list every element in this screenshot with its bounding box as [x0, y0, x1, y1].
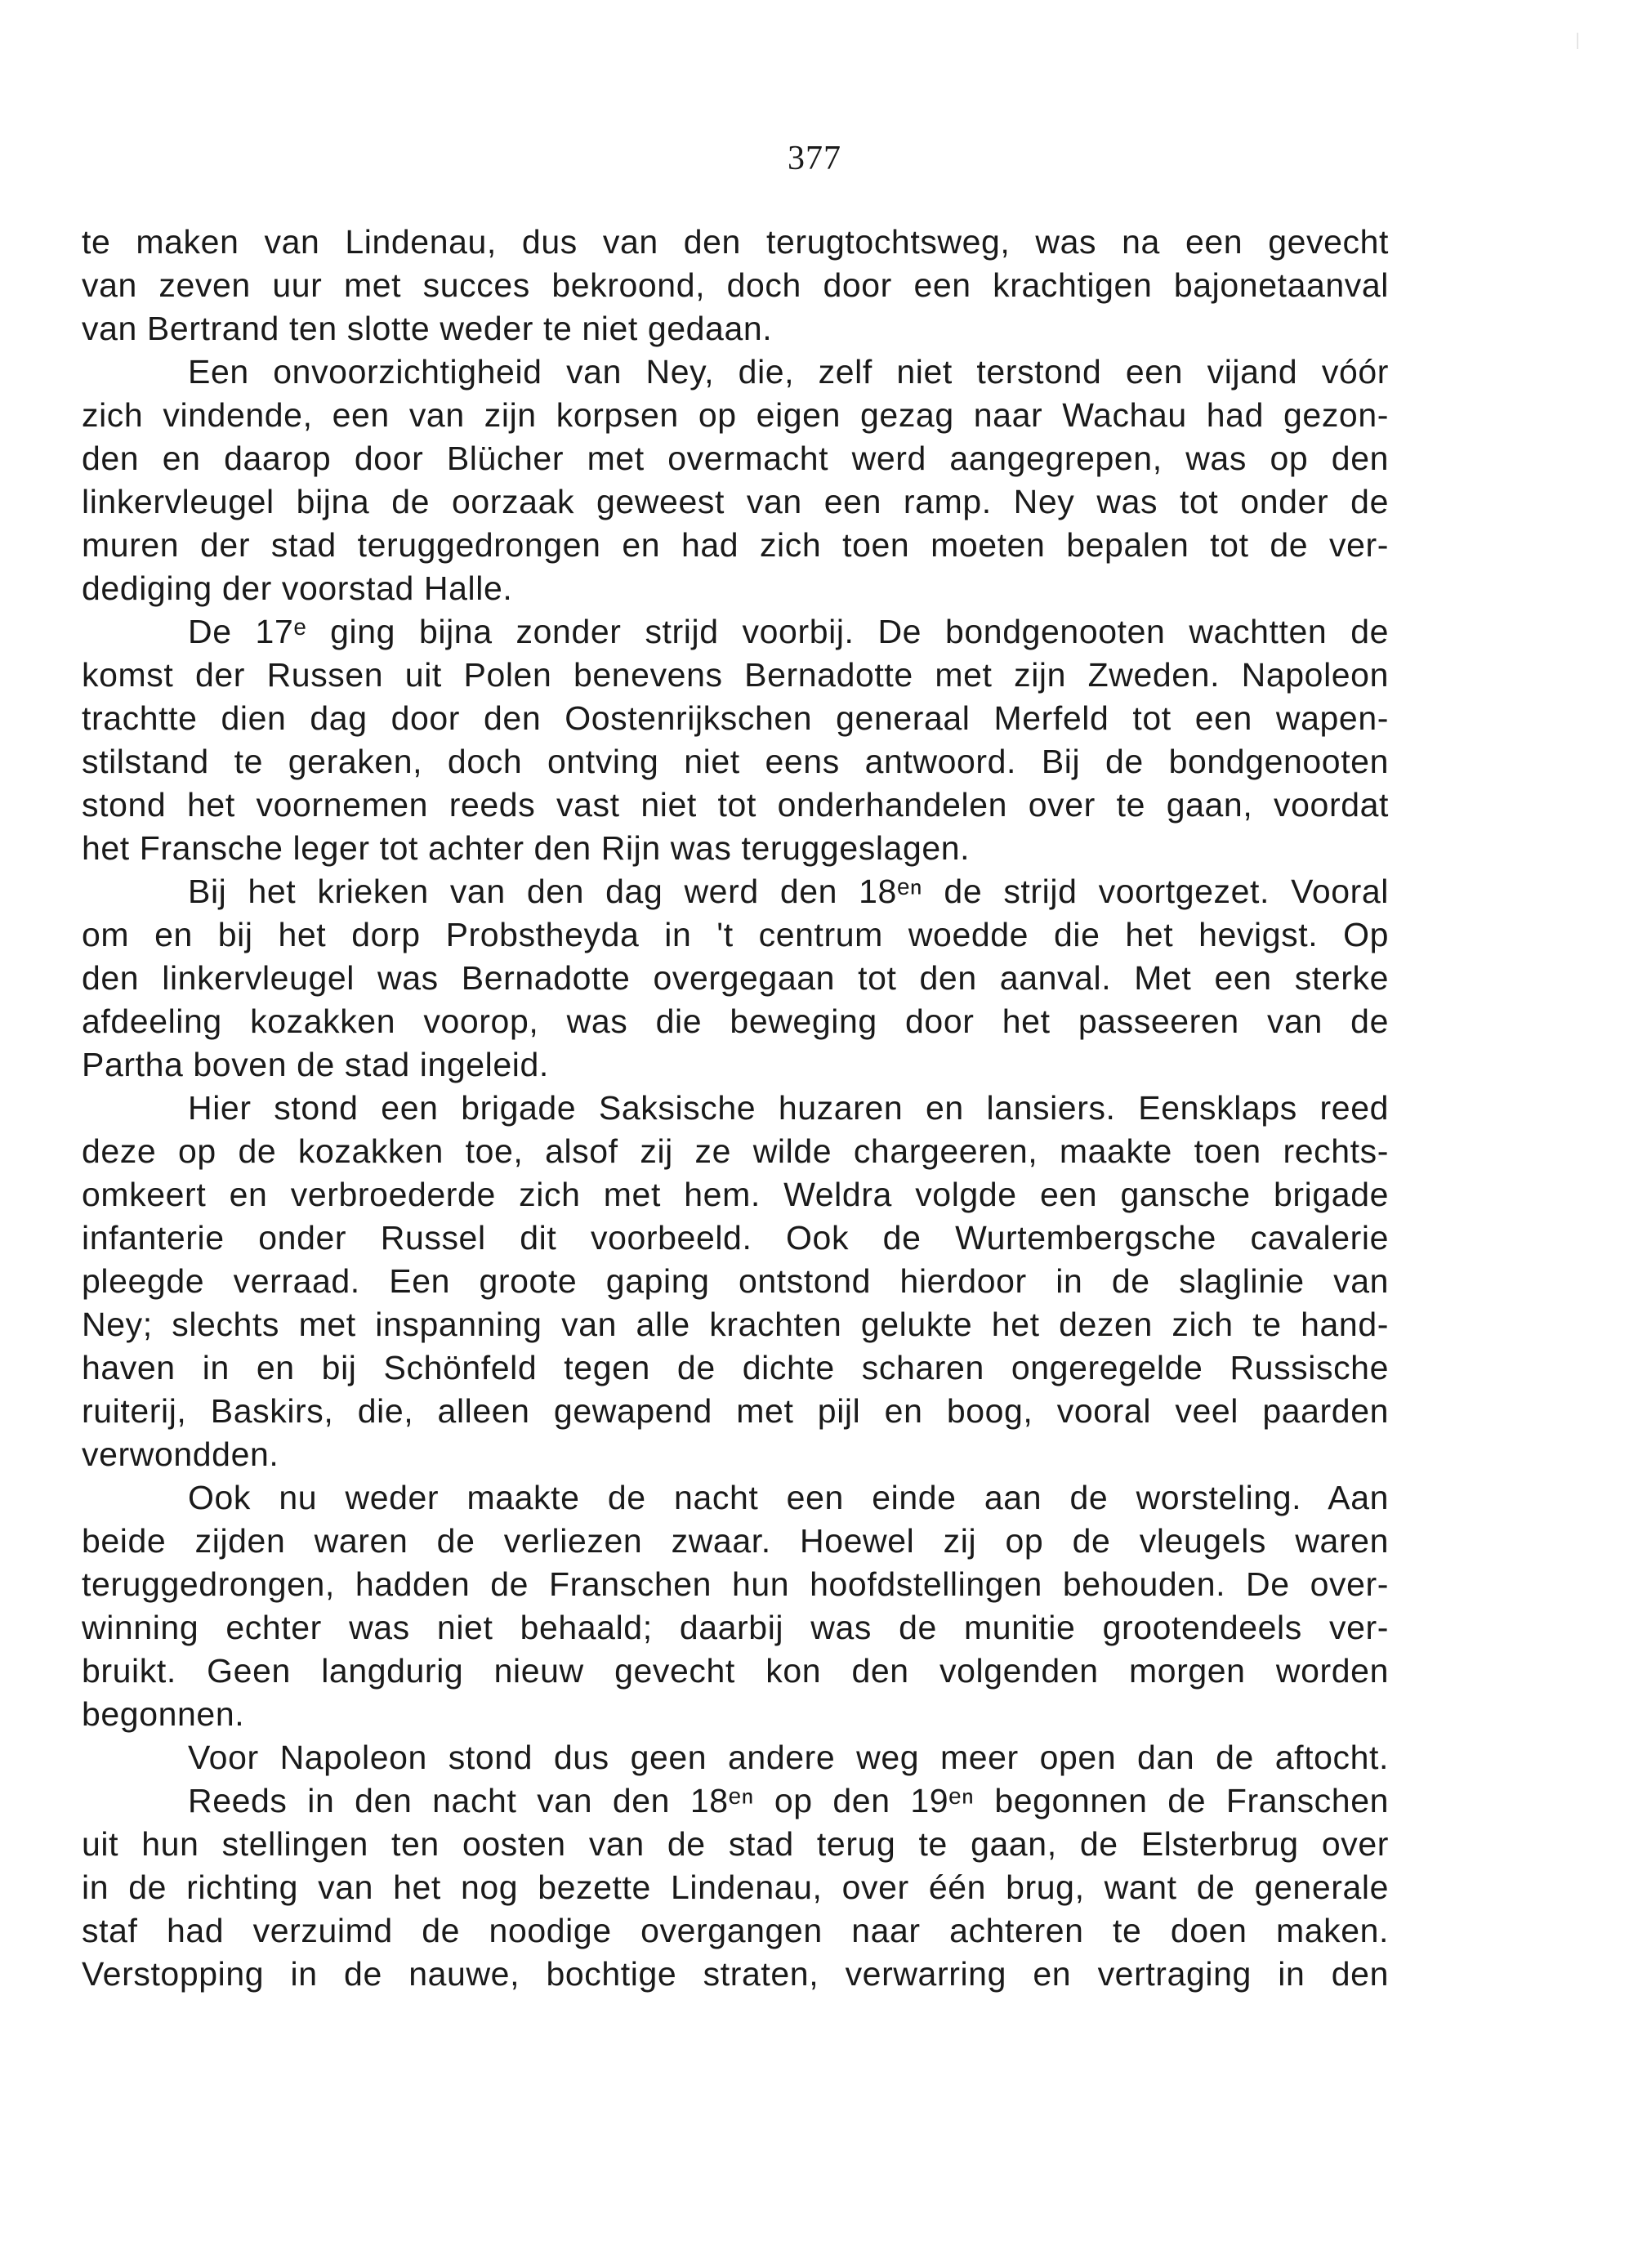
- text-line: komst der Russen uit Polen benevens Bernadotte met zijn Zweden. Napoleon: [82, 656, 1389, 694]
- body-text: [82, 221, 1389, 1996]
- paragraph-first-line: Een onvoorzichtigheid van Ney, die, zelf niet terstond een vijand vóór: [188, 353, 1389, 391]
- text-line: bruikt. Geen langdurig nieuw gevecht kon den volgenden morgen worden: [82, 1652, 1389, 1690]
- text-line: trachtte dien dag door den Oostenrijkschen generaal Merfeld tot een wapen-: [82, 699, 1389, 737]
- text-line: van Bertrand ten slotte weder te niet gedaan.: [82, 310, 773, 347]
- text-line: verwondden.: [82, 1435, 279, 1473]
- text-line: haven in en bij Schönfeld tegen de dichte scharen ongeregelde Russische: [82, 1349, 1389, 1386]
- text-line: uit hun stellingen ten oosten van de stad terug te gaan, de Elsterbrug over: [82, 1825, 1389, 1863]
- text-line: beide zijden waren de verliezen zwaar. Hoewel zij op de vleugels waren: [82, 1522, 1389, 1560]
- paragraph-first-line: Bij het krieken van den dag werd den 18ᵉⁿ de strijd voortgezet. Vooral: [188, 873, 1389, 910]
- text-line: omkeert en verbroederde zich met hem. Weldra volgde een gansche brigade: [82, 1176, 1389, 1213]
- text-line: afdeeling kozakken voorop, was die beweging door het passeeren van de: [82, 1002, 1389, 1040]
- text-line: om en bij het dorp Probstheyda in 't centrum woedde die het hevigst. Op: [82, 916, 1389, 953]
- text-line: Partha boven de stad ingeleid.: [82, 1046, 549, 1083]
- text-line: teruggedrongen, hadden de Franschen hun hoofdstellingen behouden. De over-: [82, 1565, 1389, 1603]
- text-line: staf had verzuimd de noodige overgangen naar achteren te doen maken.: [82, 1912, 1389, 1949]
- text-line: stilstand te geraken, doch ontving niet eens antwoord. Bij de bondgenooten: [82, 743, 1389, 780]
- paragraph-first-line: Hier stond een brigade Saksische huzaren en lansiers. Eensklaps reed: [188, 1089, 1389, 1127]
- text-line: ruiterij, Baskirs, die, alleen gewapend met pijl en boog, vooral veel paarden: [82, 1392, 1389, 1430]
- text-line: winning echter was niet behaald; daarbij was de munitie grootendeels ver-: [82, 1609, 1389, 1646]
- paragraph-first-line: Reeds in den nacht van den 18ᵉⁿ op den 19ᵉⁿ begonnen de Franschen: [188, 1782, 1389, 1819]
- scan-edge-mark: [1577, 33, 1578, 49]
- text-line: in de richting van het nog bezette Lindenau, over één brug, want de generale: [82, 1868, 1389, 1906]
- text-line: Ney; slechts met inspanning van alle krachten gelukte het dezen zich te hand-: [82, 1306, 1389, 1343]
- text-line: den en daarop door Blücher met overmacht werd aangegrepen, was op den: [82, 440, 1389, 477]
- text-line: den linkervleugel was Bernadotte overgegaan tot den aanval. Met een sterke: [82, 959, 1389, 997]
- text-line: muren der stad teruggedrongen en had zich toen moeten bepalen tot de ver-: [82, 526, 1389, 564]
- paragraph-first-line: Voor Napoleon stond dus geen andere weg meer open dan de aftocht.: [188, 1739, 1389, 1776]
- text-line: deze op de kozakken toe, alsof zij ze wilde chargeeren, maakte toen rechts-: [82, 1132, 1389, 1170]
- text-line: van zeven uur met succes bekroond, doch door een krachtigen bajonetaanval: [82, 266, 1389, 304]
- paragraph-first-line: Ook nu weder maakte de nacht een einde aan de worsteling. Aan: [188, 1479, 1389, 1516]
- text-line: pleegde verraad. Een groote gaping ontstond hierdoor in de slaglinie van: [82, 1262, 1389, 1300]
- text-line: het Fransche leger tot achter den Rijn was teruggeslagen.: [82, 829, 971, 867]
- text-line: zich vindende, een van zijn korpsen op eigen gezag naar Wachau had gezon-: [82, 396, 1389, 434]
- text-line: begonnen.: [82, 1695, 245, 1733]
- text-line: infanterie onder Russel dit voorbeeld. Ook de Wurtembergsche cavalerie: [82, 1219, 1389, 1257]
- text-line: linkervleugel bijna de oorzaak geweest van een ramp. Ney was tot onder de: [82, 483, 1389, 520]
- text-line: stond het voornemen reeds vast niet tot onderhandelen over te gaan, voordat: [82, 786, 1389, 824]
- text-line: Verstopping in de nauwe, bochtige straten, verwarring en vertraging in den: [82, 1955, 1389, 1993]
- page-number: 377: [788, 140, 841, 177]
- paragraph-first-line: De 17ᵉ ging bijna zonder strijd voorbij. De bondgenooten wachtten de: [188, 613, 1389, 650]
- text-line: dediging der voorstad Halle.: [82, 569, 513, 607]
- text-line: te maken van Lindenau, dus van den terugtochtsweg, was na een gevecht: [82, 223, 1389, 261]
